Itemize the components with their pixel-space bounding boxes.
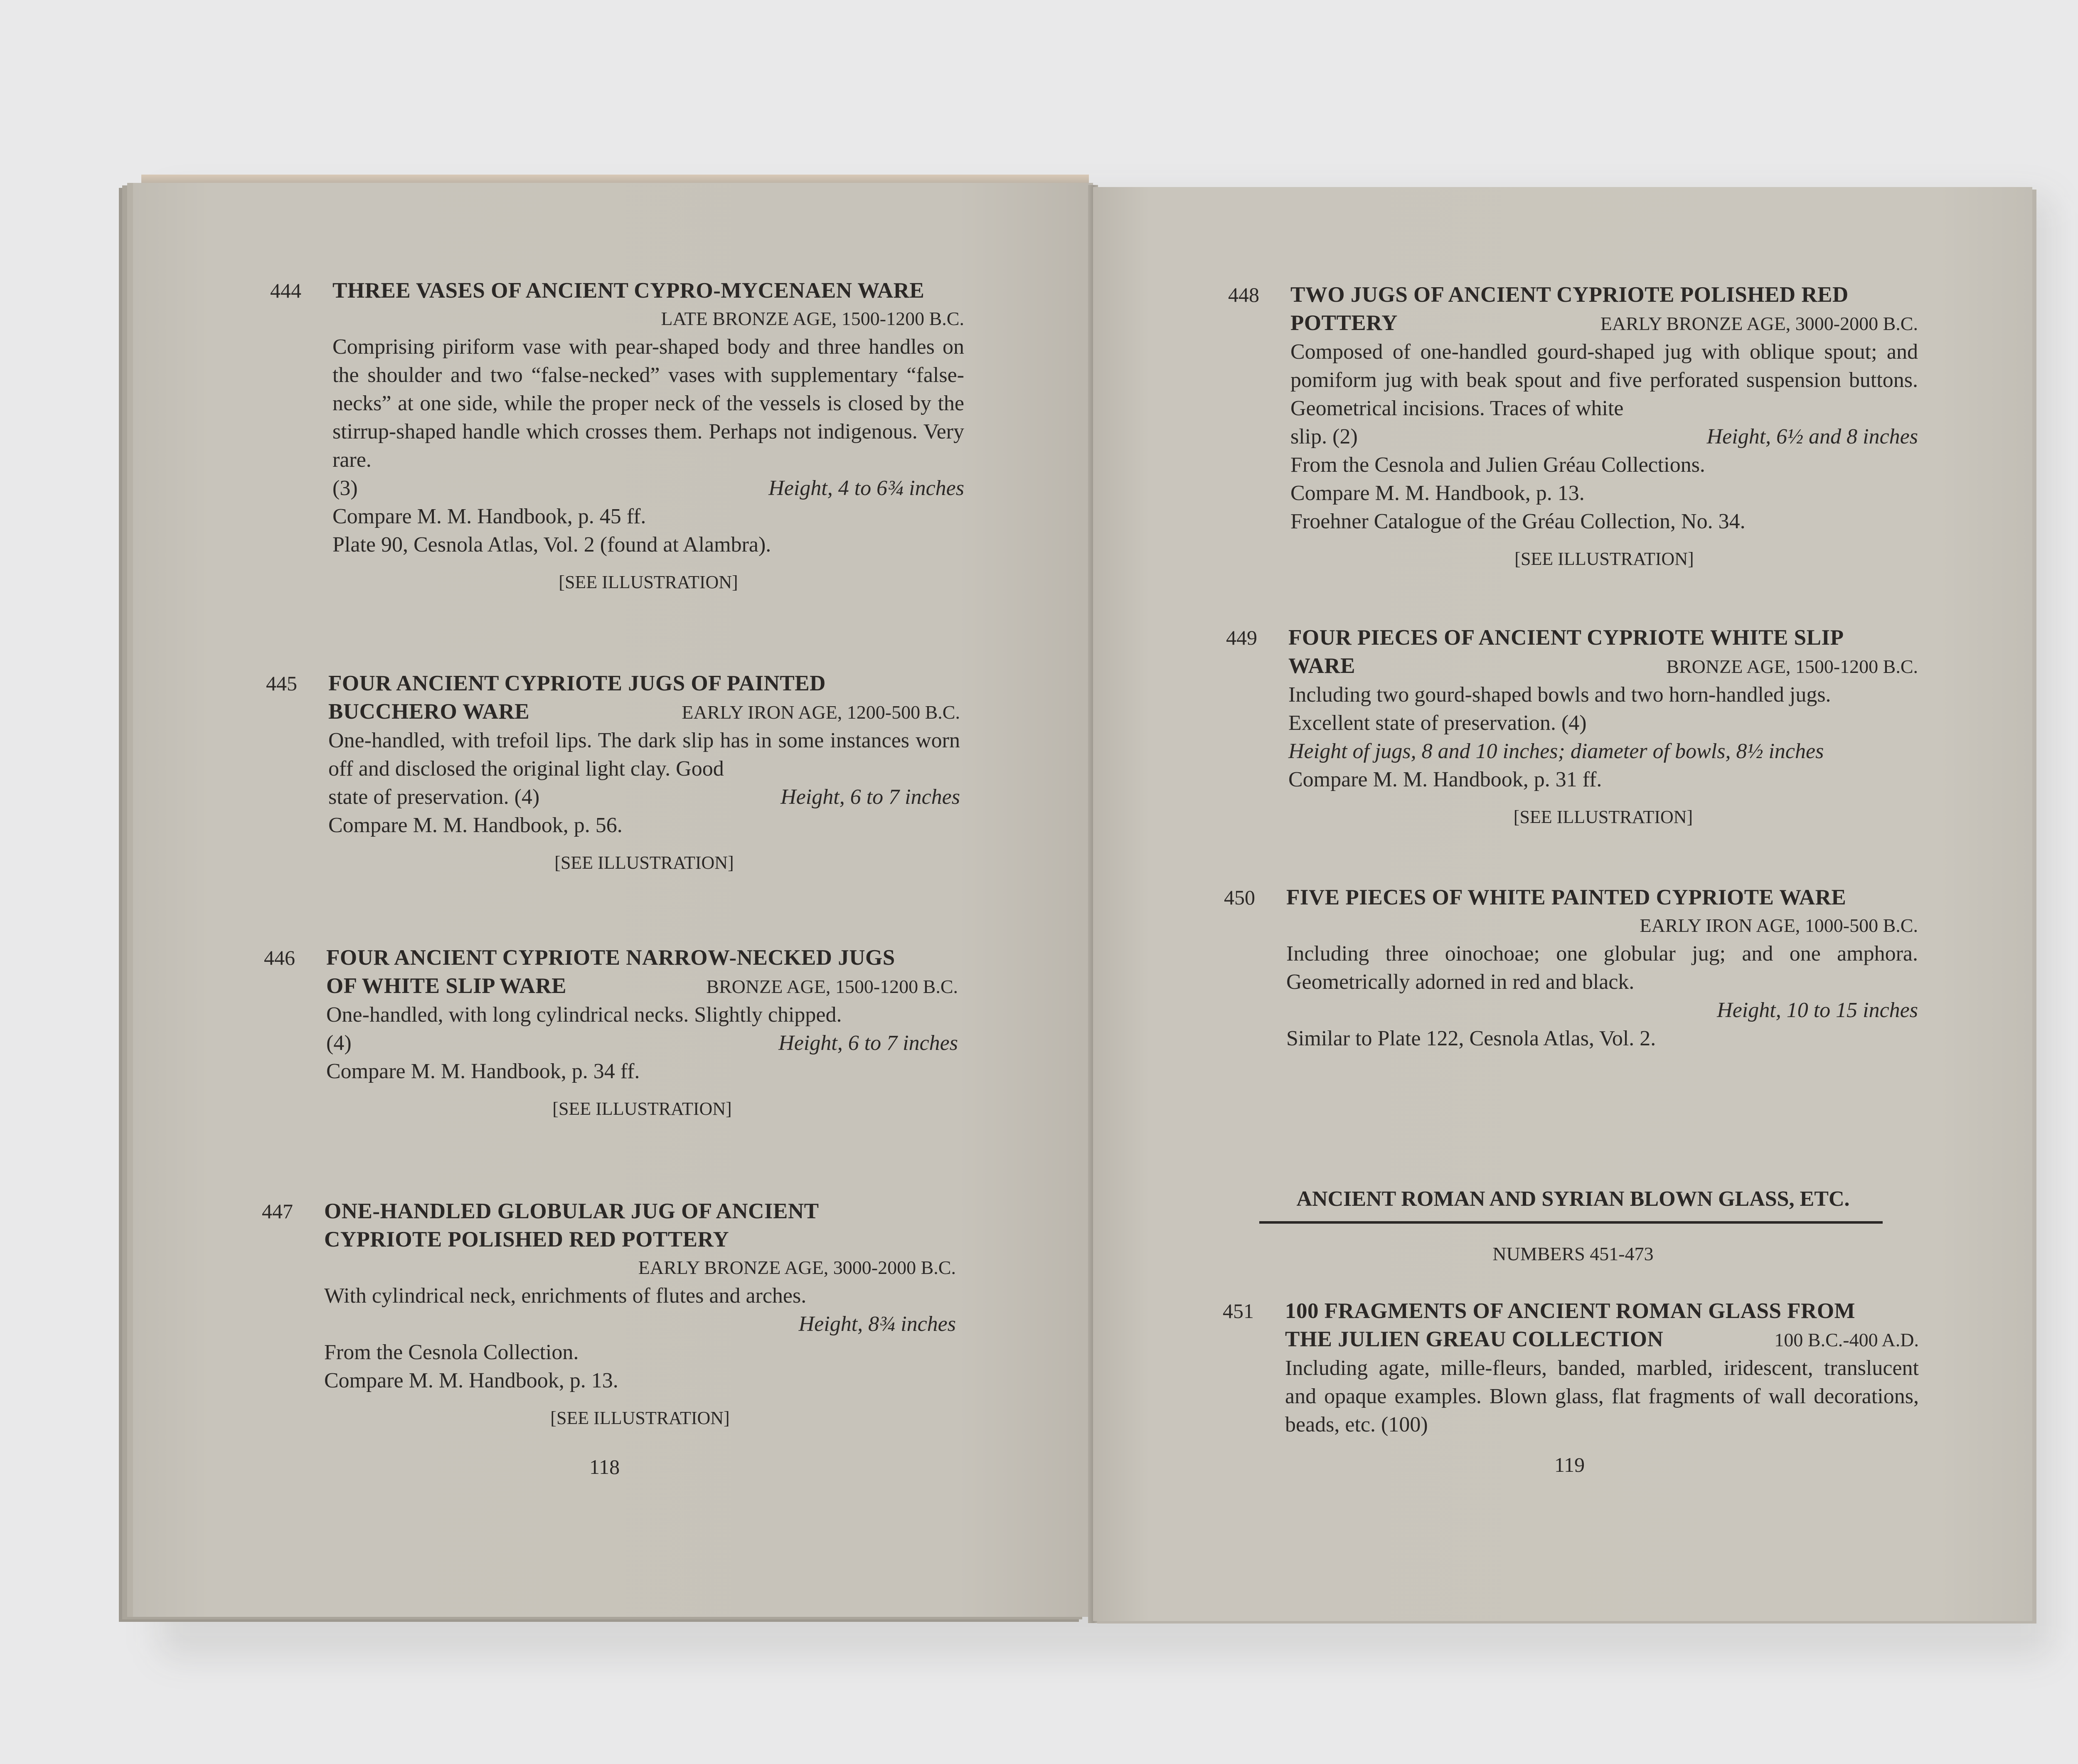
lot-number: 445 bbox=[266, 672, 297, 695]
catalog-entry-447 bbox=[262, 1197, 956, 1432]
section-numbers: NUMBERS 451-473 bbox=[1492, 1243, 1654, 1264]
page-number: 118 bbox=[589, 1455, 620, 1478]
lot-number: 448 bbox=[1228, 283, 1259, 306]
left-page bbox=[133, 183, 1093, 1617]
catalog-entry-446 bbox=[264, 944, 958, 1123]
see-illustration: [SEE ILLUSTRATION] bbox=[1514, 549, 1694, 569]
lot-count: (4) bbox=[326, 1031, 352, 1055]
lot-height: Height, 6½ and 8 inches bbox=[1706, 425, 1918, 448]
page-stack-edge bbox=[141, 175, 1089, 184]
catalog-entry-448 bbox=[1228, 281, 1918, 573]
see-illustration: [SEE ILLUSTRATION] bbox=[550, 1408, 730, 1428]
right-page bbox=[1093, 187, 2032, 1621]
lot-height: Height of jugs, 8 and 10 inches; diameter of bowls, 8½ inches bbox=[1288, 739, 1824, 763]
lot-number: 447 bbox=[262, 1200, 293, 1223]
lot-title: FOUR ANCIENT CYPRIOTE JUGS OF PAINTED bbox=[328, 671, 826, 695]
lot-period: EARLY IRON AGE, 1000-500 B.C. bbox=[1640, 915, 1918, 936]
lot-note: Compare M. M. Handbook, p. 31 ff. bbox=[1288, 768, 1602, 791]
lot-number: 451 bbox=[1223, 1299, 1254, 1323]
lot-note: From the Cesnola and Julien Gréau Collections. bbox=[1290, 453, 1705, 477]
lot-height: Height, 6 to 7 inches bbox=[780, 785, 960, 809]
lot-description: Composed of one-handled gourd-shaped jug with oblique spout; and pomiform jug with beak spout and five perforated suspension buttons. Geometrical incisions. Traces of white bbox=[1290, 340, 1918, 420]
lot-description: Including three oinochoae; one globular jug; and one amphora. Geometrically adorned in red and black. bbox=[1286, 942, 1918, 994]
lot-count: slip. (2) bbox=[1290, 425, 1358, 448]
lot-count: (3) bbox=[332, 476, 358, 500]
lot-title-continued: POTTERY bbox=[1290, 311, 1398, 335]
lot-number: 450 bbox=[1224, 886, 1255, 909]
lot-title-continued: WARE bbox=[1288, 654, 1356, 678]
see-illustration: [SEE ILLUSTRATION] bbox=[554, 852, 734, 873]
lot-title-continued: OF WHITE SLIP WARE bbox=[326, 974, 566, 998]
lot-title: FIVE PIECES OF WHITE PAINTED CYPRIOTE WARE bbox=[1286, 885, 1847, 909]
lot-period: 100 B.C.-400 A.D. bbox=[1774, 1329, 1919, 1350]
lot-description: One-handled, with long cylindrical necks. Slightly chipped. bbox=[326, 1003, 842, 1027]
lot-count: state of preservation. (4) bbox=[328, 785, 540, 809]
lot-title: THREE VASES OF ANCIENT CYPRO-MYCENAEN WARE bbox=[332, 278, 925, 303]
lot-height: Height, 8¾ inches bbox=[798, 1312, 956, 1336]
lot-period: EARLY BRONZE AGE, 3000-2000 B.C. bbox=[1600, 313, 1918, 334]
lot-number: 446 bbox=[264, 946, 295, 969]
lot-title: FOUR ANCIENT CYPRIOTE NARROW-NECKED JUGS bbox=[326, 946, 895, 970]
see-illustration: [SEE ILLUSTRATION] bbox=[552, 1099, 732, 1119]
section-rule bbox=[1259, 1221, 1883, 1224]
lot-note: Compare M. M. Handbook, p. 13. bbox=[324, 1369, 618, 1392]
lot-description: Comprising piriform vase with pear-shaped body and three handles on the shoulder and two “false-necked” vases with supplementary “false-necks” at one side, while the proper neck of the vessels is closed by the stirrup-shaped handle which crosses them. Perhaps not indigenous. Very rare. bbox=[332, 335, 964, 472]
lot-note: Plate 90, Cesnola Atlas, Vol. 2 (found at Alambra). bbox=[332, 533, 771, 557]
lot-description: Including agate, mille-fleurs, banded, marbled, iridescent, translucent and opaque examples. Blown glass, flat fragments of wall decorations, beads, etc. (100) bbox=[1285, 1356, 1919, 1436]
lot-period: BRONZE AGE, 1500-1200 B.C. bbox=[706, 976, 958, 997]
lot-description: One-handled, with trefoil lips. The dark slip has in some instances worn off and disclosed the original light clay. Good bbox=[328, 729, 960, 781]
lot-title: 100 FRAGMENTS OF ANCIENT ROMAN GLASS FROM bbox=[1285, 1299, 1856, 1323]
catalog-entry-444 bbox=[270, 276, 964, 596]
lot-title-continued: THE JULIEN GREAU COLLECTION bbox=[1285, 1327, 1664, 1351]
lot-period: EARLY BRONZE AGE, 3000-2000 B.C. bbox=[638, 1257, 956, 1278]
lot-period: BRONZE AGE, 1500-1200 B.C. bbox=[1666, 656, 1918, 677]
lot-note: Similar to Plate 122, Cesnola Atlas, Vol. 2. bbox=[1286, 1027, 1656, 1050]
lot-title-continued: CYPRIOTE POLISHED RED POTTERY bbox=[324, 1227, 729, 1252]
catalog-entry-449 bbox=[1226, 623, 1918, 831]
section-title: ANCIENT ROMAN AND SYRIAN BLOWN GLASS, ETC. bbox=[1296, 1187, 1850, 1211]
lot-height: Height, 10 to 15 inches bbox=[1717, 998, 1918, 1022]
lot-description: Including two gourd-shaped bowls and two horn-handled jugs. bbox=[1288, 683, 1831, 707]
lot-count: Excellent state of preservation. (4) bbox=[1288, 711, 1587, 735]
see-illustration: [SEE ILLUSTRATION] bbox=[1513, 807, 1693, 827]
lot-note: Froehner Catalogue of the Gréau Collection, No. 34. bbox=[1290, 510, 1746, 533]
lot-title: FOUR PIECES OF ANCIENT CYPRIOTE WHITE SLIP bbox=[1288, 626, 1844, 650]
lot-title: TWO JUGS OF ANCIENT CYPRIOTE POLISHED RED bbox=[1290, 283, 1849, 307]
lot-note: Compare M. M. Handbook, p. 13. bbox=[1290, 481, 1585, 505]
lot-number: 444 bbox=[270, 279, 301, 302]
lot-description: With cylindrical neck, enrichments of flutes and arches. bbox=[324, 1284, 807, 1308]
catalog-entry-445 bbox=[266, 669, 960, 877]
lot-height: Height, 6 to 7 inches bbox=[778, 1031, 958, 1055]
catalog-entry-451 bbox=[1223, 1297, 1919, 1439]
page-number: 119 bbox=[1554, 1453, 1585, 1476]
lot-period: EARLY IRON AGE, 1200-500 B.C. bbox=[682, 702, 960, 723]
lot-period: LATE BRONZE AGE, 1500-1200 B.C. bbox=[661, 308, 964, 329]
lot-height: Height, 4 to 6¾ inches bbox=[768, 476, 964, 500]
lot-note: Compare M. M. Handbook, p. 56. bbox=[328, 813, 623, 837]
see-illustration: [SEE ILLUSTRATION] bbox=[559, 572, 738, 592]
lot-note: Compare M. M. Handbook, p. 45 ff. bbox=[332, 505, 646, 528]
lot-number: 449 bbox=[1226, 626, 1257, 649]
lot-note: Compare M. M. Handbook, p. 34 ff. bbox=[326, 1059, 640, 1083]
lot-title-continued: BUCCHERO WARE bbox=[328, 700, 530, 724]
lot-title: ONE-HANDLED GLOBULAR JUG OF ANCIENT bbox=[324, 1199, 819, 1223]
catalog-entry-450 bbox=[1224, 883, 1918, 1053]
lot-note: From the Cesnola Collection. bbox=[324, 1340, 579, 1364]
